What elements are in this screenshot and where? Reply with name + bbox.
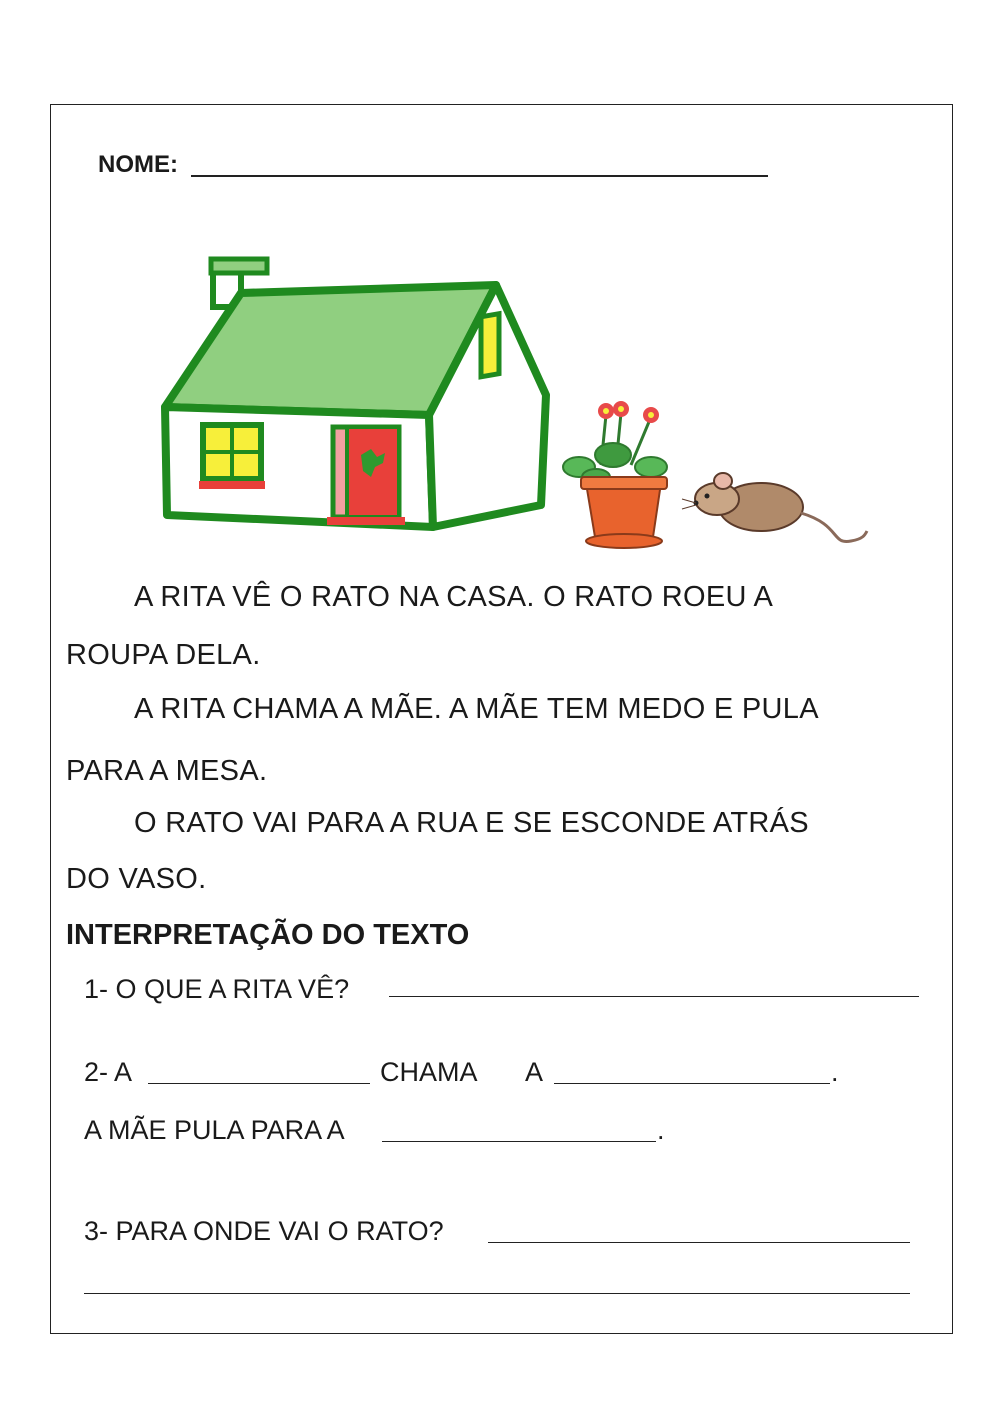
question-3: 3- PARA ONDE VAI O RATO? (84, 1216, 444, 1246)
house-icon (165, 259, 546, 527)
story-paragraph-3-line-2: DO VASO. (66, 863, 207, 895)
story-paragraph-1-line-1: A RITA VÊ O RATO NA CASA. O RATO ROEU A (134, 581, 774, 613)
question-2-line-2-period: . (657, 1115, 665, 1145)
story-paragraph-2-line-1: A RITA CHAMA A MÃE. A MÃE TEM MEDO E PULA (134, 693, 819, 725)
question-2-line-2: A MÃE PULA PARA A (84, 1115, 345, 1145)
story-paragraph-3-line-1: O RATO VAI PARA A RUA E SE ESCONDE ATRÁS (134, 807, 809, 839)
question-2-prefix: 2- A (84, 1057, 133, 1087)
answer-3-line[interactable] (488, 1242, 910, 1243)
worksheet-frame (50, 104, 953, 1334)
answer-2a-line[interactable] (148, 1083, 370, 1084)
name-label: NOME: (98, 151, 178, 178)
answer-3-extra-line[interactable] (84, 1293, 910, 1294)
answer-1-line[interactable] (389, 996, 919, 997)
mouse-icon (682, 473, 867, 542)
question-1: 1- O QUE A RITA VÊ? (84, 974, 350, 1004)
question-2-verb: CHAMA (380, 1057, 478, 1087)
answer-2c-line[interactable] (382, 1141, 656, 1142)
story-paragraph-2-line-2: PARA A MESA. (66, 755, 268, 787)
story-illustration (151, 245, 871, 565)
story-paragraph-1-line-2: ROUPA DELA. (66, 639, 261, 671)
section-title: INTERPRETAÇÃO DO TEXTO (66, 919, 470, 951)
flower-pot-icon (563, 401, 667, 548)
question-2-article: A (525, 1057, 544, 1087)
name-input-line[interactable] (191, 175, 768, 177)
answer-2b-line[interactable] (554, 1083, 830, 1084)
question-2-period: . (831, 1057, 839, 1087)
